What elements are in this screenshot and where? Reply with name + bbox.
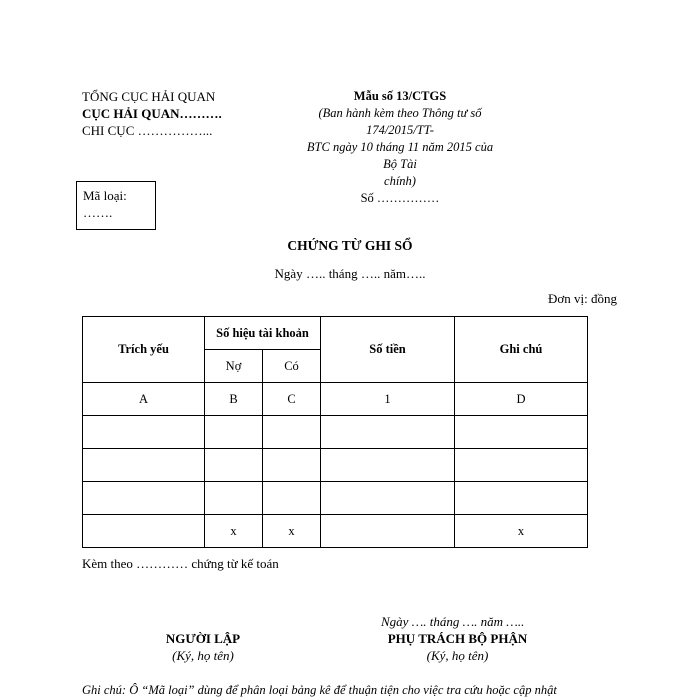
form-info-block: [305, 88, 495, 207]
preparer-sign-instruction: (Ký, họ tên): [172, 648, 234, 663]
empty-cell: [321, 482, 455, 515]
agency-department: CỤC HẢI QUAN……….: [82, 106, 222, 121]
form-number: Mẫu số 13/CTGS: [353, 89, 447, 103]
supervisor-sign-instruction: (Ký, họ tên): [426, 648, 489, 663]
empty-cell: [83, 449, 205, 482]
code-cell: D: [455, 383, 588, 416]
empty-cell: [83, 416, 205, 449]
document-number: Số ……………: [360, 191, 440, 205]
header-ghi-chu: Ghi chú: [455, 317, 588, 383]
footnote: Ghi chú: Ô “Mã loại” dùng để phân loại bảng kê để thuận tiện cho việc tra cứu hoặc cập nhật: [82, 683, 557, 697]
issuing-agency-block: [82, 88, 222, 139]
agency-general-department: TỔNG CỤC HẢI QUAN: [82, 89, 216, 104]
code-cell: 1: [321, 383, 455, 416]
empty-cell: [455, 416, 588, 449]
signature-date: Ngày …. tháng …. năm …..: [381, 614, 525, 629]
empty-cell: [83, 482, 205, 515]
empty-cell: [455, 482, 588, 515]
preparer-title: NGƯỜI LẬP: [165, 631, 241, 646]
total-cell: x: [455, 515, 588, 548]
empty-cell: [455, 449, 588, 482]
code-cell: C: [263, 383, 321, 416]
header-so-hieu-tai-khoan: Số hiệu tài khoản: [205, 317, 321, 350]
total-cell: [83, 515, 205, 548]
total-cell: x: [205, 515, 263, 548]
document-title: CHỨNG TỪ GHI SỔ: [287, 238, 413, 253]
empty-cell: [321, 449, 455, 482]
currency-unit: Đơn vị: đồng: [548, 291, 617, 306]
form-legal-note-line1: (Ban hành kèm theo Thông tư số 174/2015/TT-: [318, 106, 482, 137]
attachment-note: Kèm theo ………… chứng từ kế toán: [82, 556, 279, 571]
table-code-row: [83, 383, 588, 416]
code-cell: B: [205, 383, 263, 416]
table-row: [83, 416, 588, 449]
form-legal-note-line3: chính): [384, 174, 416, 188]
document-date: Ngày ….. tháng ….. năm…..: [274, 266, 426, 281]
ledger-table: [82, 316, 588, 548]
empty-cell: [205, 482, 263, 515]
table-row: [83, 482, 588, 515]
empty-cell: [263, 449, 321, 482]
empty-cell: [263, 416, 321, 449]
table-total-row: [83, 515, 588, 548]
empty-cell: [205, 449, 263, 482]
header-so-tien: Số tiền: [321, 317, 455, 383]
ma-loai-label: Mã loại:: [83, 188, 127, 203]
total-cell: x: [263, 515, 321, 548]
empty-cell: [321, 416, 455, 449]
empty-cell: [205, 416, 263, 449]
ma-loai-value: …….: [83, 205, 113, 220]
code-cell: A: [83, 383, 205, 416]
header-co: Có: [263, 350, 321, 383]
header-trich-yeu: Trích yếu: [83, 317, 205, 383]
agency-sub-department: CHI CỤC ……………...: [82, 123, 213, 138]
form-legal-note-line2: BTC ngày 10 tháng 11 năm 2015 của Bộ Tài: [306, 140, 494, 171]
ma-loai-box: [76, 181, 156, 230]
supervisor-title: PHỤ TRÁCH BỘ PHẬN: [387, 631, 528, 646]
table-row: [83, 449, 588, 482]
total-cell: [321, 515, 455, 548]
header-no: Nợ: [205, 350, 263, 383]
preparer-signature-block: [128, 630, 278, 664]
supervisor-signature-block: [370, 630, 545, 664]
empty-cell: [263, 482, 321, 515]
